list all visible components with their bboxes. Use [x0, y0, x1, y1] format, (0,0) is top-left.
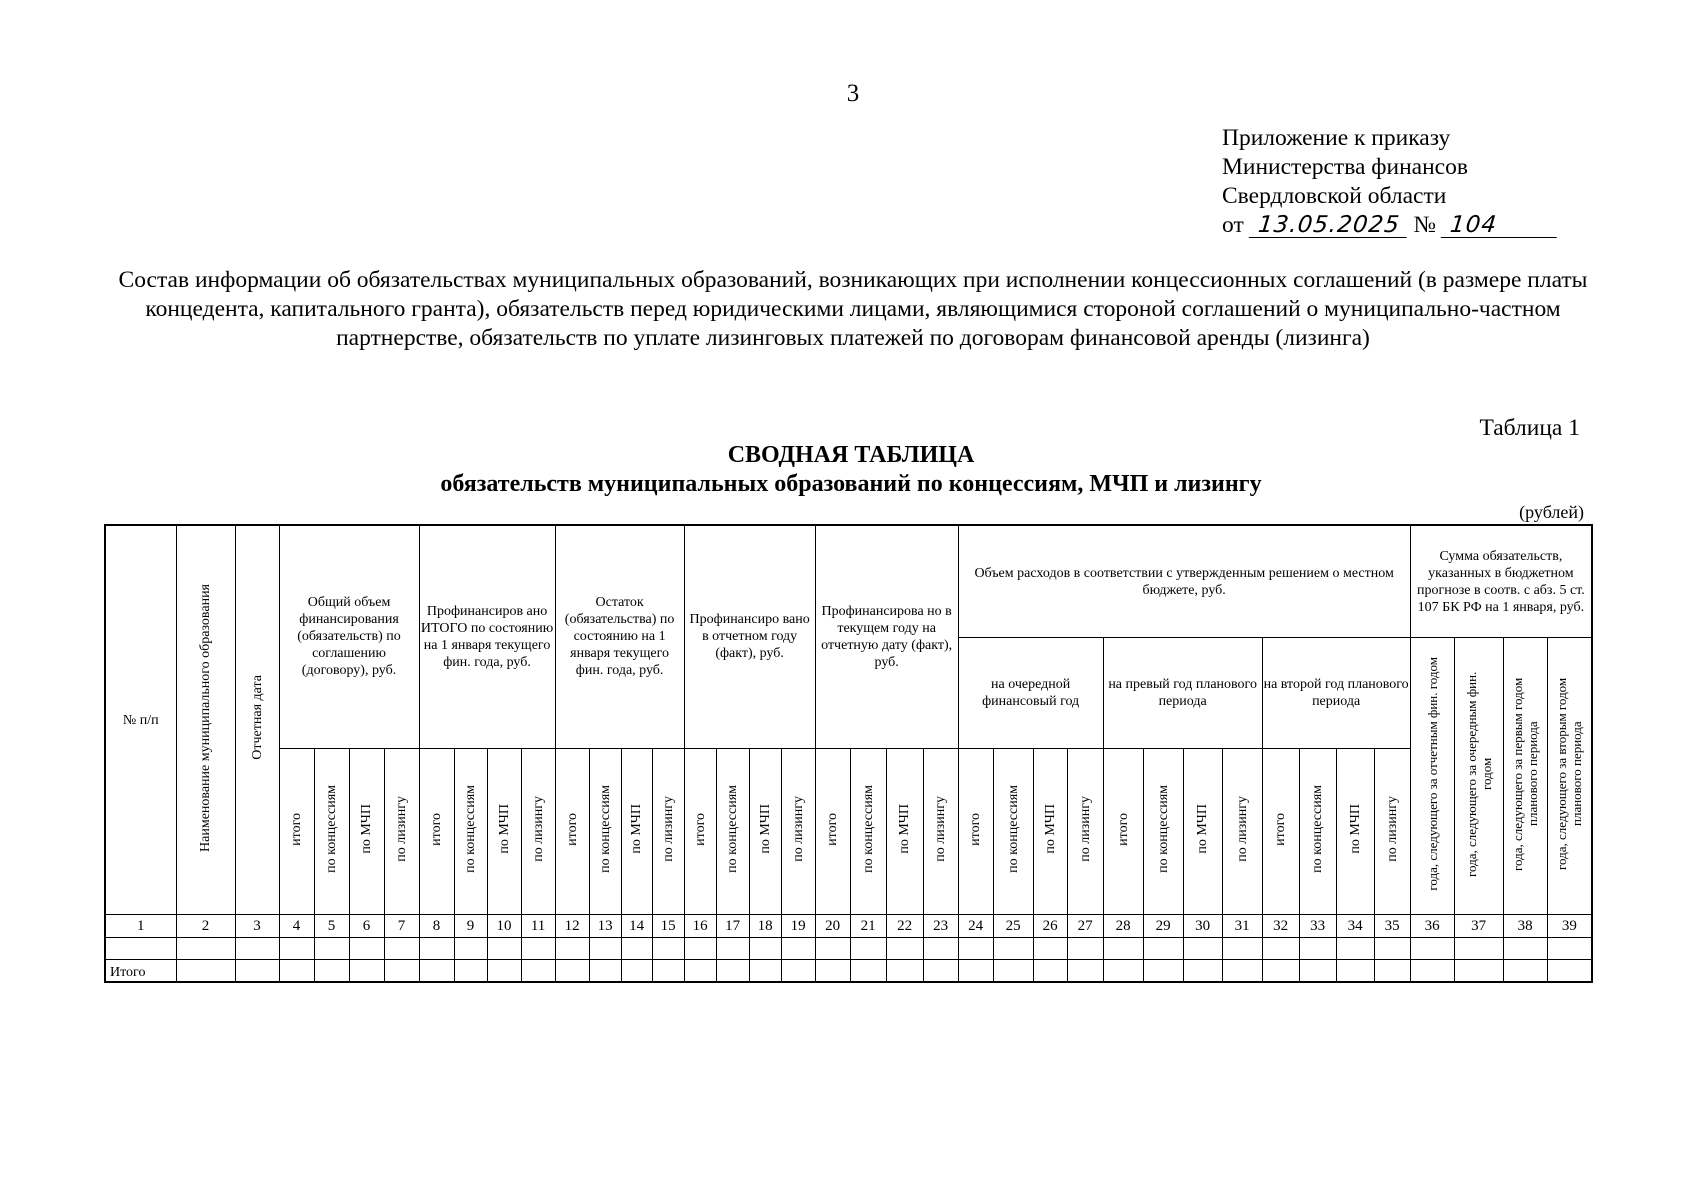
- empty-data-cell: [1336, 938, 1374, 960]
- summary-title-block: [196, 441, 1506, 499]
- column-number-cell: 34: [1336, 915, 1374, 938]
- subcol-first-plan-year-concessions: [1143, 748, 1183, 914]
- header-forecast: Сумма обязательств, указанных в бюджетном прогнозе в соотв. с абз. 5 ст. 107 БК РФ на 1 января, руб.: [1410, 525, 1592, 638]
- column-number-cell: 4: [279, 915, 314, 938]
- subcol-label: по лизингу: [660, 796, 676, 862]
- header-first-plan-year: на превый год планового периода: [1103, 638, 1262, 749]
- header-forecast-col-2: [1454, 638, 1503, 915]
- empty-data-cell: [652, 938, 684, 960]
- approval-line-3: Свердловской области: [1222, 183, 1447, 209]
- subcol-next-year-total: [958, 748, 993, 914]
- header-forecast-col-2-text: года, следующего за очередным фин. годом: [1463, 670, 1494, 877]
- subcol-label: итого: [564, 812, 580, 846]
- column-number-cell: 28: [1103, 915, 1143, 938]
- total-row-cell: [589, 960, 621, 982]
- date-prefix: от: [1222, 212, 1244, 238]
- empty-data-cell: [419, 938, 454, 960]
- subcol-label: итого: [968, 812, 984, 846]
- subcol-label: по МЧП: [1042, 804, 1058, 854]
- header-forecast-col-3-text: года, следующего за первым годом планового периода: [1510, 677, 1541, 871]
- column-number-cell: 19: [781, 915, 815, 938]
- empty-data-cell: [716, 938, 749, 960]
- subcol-label: по лизингу: [933, 796, 949, 862]
- total-row-cell: [815, 960, 850, 982]
- summary-subtitle: обязательств муниципальных образований по концессиям, МЧП и лизингу: [440, 471, 1262, 497]
- subcol-label: по концессиям: [597, 785, 613, 873]
- total-row-cell: [1299, 960, 1336, 982]
- empty-data-cell: [1143, 938, 1183, 960]
- subcol-financed-current-year-leasing: [923, 748, 958, 914]
- column-number-cell: 9: [454, 915, 487, 938]
- total-row-cell: [1143, 960, 1183, 982]
- total-row-cell: [279, 960, 314, 982]
- subcol-label: по концессиям: [725, 785, 741, 873]
- subcol-second-plan-year-total: [1262, 748, 1299, 914]
- subcol-financed-report-year-mchp: [749, 748, 781, 914]
- subcol-financed-jan-total: [419, 748, 454, 914]
- column-number-cell: 36: [1410, 915, 1454, 938]
- subcol-label: по концессиям: [860, 785, 876, 873]
- header-financed-current-year: Профинансирова но в текущем году на отчетную дату (факт), руб.: [815, 525, 958, 748]
- subcol-label: итого: [692, 812, 708, 846]
- empty-data-cell: [749, 938, 781, 960]
- empty-data-cell: [958, 938, 993, 960]
- total-row-cell: [749, 960, 781, 982]
- total-row-cell: [886, 960, 923, 982]
- column-number-cell: 17: [716, 915, 749, 938]
- column-number-cell: 14: [621, 915, 652, 938]
- total-row-cell: [487, 960, 521, 982]
- header-no: № п/п: [105, 525, 176, 915]
- header-name-text: Наименование муниципального образования: [198, 583, 213, 852]
- empty-data-cell: [1374, 938, 1410, 960]
- column-number-cell: 35: [1374, 915, 1410, 938]
- approval-block: [1222, 124, 1558, 240]
- total-row-cell: [521, 960, 555, 982]
- subcol-label: по концессиям: [1310, 785, 1326, 873]
- subcol-label: по лизингу: [1384, 796, 1400, 862]
- empty-data-cell: [384, 938, 419, 960]
- subcol-second-plan-year-leasing: [1374, 748, 1410, 914]
- subcol-label: по МЧП: [757, 804, 773, 854]
- column-number-cell: 39: [1547, 915, 1592, 938]
- header-forecast-col-1-text: года, следующего за отчетным фин. годом: [1424, 656, 1440, 891]
- header-forecast-col-1: [1410, 638, 1454, 915]
- column-number-cell: 8: [419, 915, 454, 938]
- empty-data-cell: [1033, 938, 1067, 960]
- subcol-first-plan-year-mchp: [1183, 748, 1222, 914]
- subcol-label: по МЧП: [359, 804, 374, 854]
- subcol-financed-report-year-concessions: [716, 748, 749, 914]
- subcol-remainder-leasing: [652, 748, 684, 914]
- column-number-cell: 29: [1143, 915, 1183, 938]
- header-second-plan-year: на второй год планового периода: [1262, 638, 1410, 749]
- subcol-label: итого: [429, 812, 445, 846]
- subcol-total-volume-leasing: [384, 748, 419, 914]
- subcol-label: по лизингу: [530, 796, 546, 862]
- subcol-label: по МЧП: [496, 804, 512, 854]
- total-row-cell: [684, 960, 716, 982]
- units-label: (рублей): [1519, 502, 1584, 522]
- column-number-cell: 30: [1183, 915, 1222, 938]
- total-row-cell: [1103, 960, 1143, 982]
- column-number-cell: 7: [384, 915, 419, 938]
- total-row-cell: [419, 960, 454, 982]
- total-row-cell: [850, 960, 886, 982]
- empty-data-cell: [1503, 938, 1547, 960]
- column-number-cell: 11: [521, 915, 555, 938]
- subcol-next-year-mchp: [1033, 748, 1067, 914]
- header-budget-expenses: Объем расходов в соответствии с утвержденным решением о местном бюджете, руб.: [958, 525, 1410, 638]
- empty-data-cell: [105, 938, 176, 960]
- empty-data-cell: [235, 938, 279, 960]
- approval-line-1: Приложение к приказу: [1222, 125, 1451, 151]
- empty-data-cell: [815, 938, 850, 960]
- total-row-cell: [652, 960, 684, 982]
- subcol-remainder-concessions: [589, 748, 621, 914]
- total-row-cell: [1033, 960, 1067, 982]
- subcol-label: по МЧП: [897, 804, 913, 854]
- subcol-financed-current-year-mchp: [886, 748, 923, 914]
- column-number-cell: 13: [589, 915, 621, 938]
- subcol-label: по МЧП: [1347, 804, 1363, 854]
- subcol-remainder-mchp: [621, 748, 652, 914]
- empty-data-cell: [1067, 938, 1103, 960]
- subcol-financed-jan-mchp: [487, 748, 521, 914]
- subcol-label: по лизингу: [1077, 796, 1093, 862]
- header-remainder: Остаток (обязательства) по состоянию на 1 января текущего фин. года, руб.: [555, 525, 684, 748]
- empty-data-cell: [621, 938, 652, 960]
- handwritten-date: 13.05.2025: [1248, 213, 1409, 238]
- empty-data-cell: [684, 938, 716, 960]
- subcol-remainder-total: [555, 748, 589, 914]
- subcol-label: по лизингу: [1234, 796, 1250, 862]
- header-date-text: Отчетная дата: [249, 675, 265, 760]
- total-row-cell: [384, 960, 419, 982]
- subcol-financed-report-year-leasing: [781, 748, 815, 914]
- column-number-cell: 6: [349, 915, 384, 938]
- empty-data-cell: [349, 938, 384, 960]
- empty-data-cell: [1299, 938, 1336, 960]
- empty-data-cell: [279, 938, 314, 960]
- total-row-cell: [1067, 960, 1103, 982]
- subcol-financed-current-year-total: [815, 748, 850, 914]
- total-row-cell: [1410, 960, 1454, 982]
- empty-data-cell: [1547, 938, 1592, 960]
- subcol-financed-report-year-total: [684, 748, 716, 914]
- empty-data-cell: [850, 938, 886, 960]
- subcol-label: по концессиям: [463, 785, 479, 873]
- empty-data-cell: [923, 938, 958, 960]
- empty-data-cell: [176, 938, 235, 960]
- total-row-cell: [1183, 960, 1222, 982]
- summary-table: [104, 524, 1593, 983]
- column-number-cell: 32: [1262, 915, 1299, 938]
- document-title: Состав информации об обязательствах муниципальных образований, возникающих при исполнении концессионных соглашений (в размере платы концедента, капитального гранта), обязательств перед юридическими лицами, являющимися стороной соглашений о муниципально-частном партнерстве, обязательств по уплате лизинговых платежей по договорам финансовой аренды (лизинга): [118, 267, 1588, 351]
- column-number-cell: 15: [652, 915, 684, 938]
- total-row-cell: [555, 960, 589, 982]
- column-number-cell: 16: [684, 915, 716, 938]
- column-number-cell: 27: [1067, 915, 1103, 938]
- total-row-cell: [235, 960, 279, 982]
- total-row-cell: [621, 960, 652, 982]
- total-row-cell: [314, 960, 349, 982]
- empty-data-cell: [314, 938, 349, 960]
- header-forecast-col-3: [1503, 638, 1547, 915]
- header-total-volume: Общий объем финансирования (обязательств) по соглашению (договору), руб.: [279, 525, 419, 748]
- column-number-cell: 23: [923, 915, 958, 938]
- subcol-next-year-concessions: [993, 748, 1033, 914]
- empty-data-cell: [781, 938, 815, 960]
- empty-data-cell: [993, 938, 1033, 960]
- empty-data-cell: [1183, 938, 1222, 960]
- header-forecast-col-4: [1547, 638, 1592, 915]
- empty-data-cell: [454, 938, 487, 960]
- total-row-cell: [1222, 960, 1262, 982]
- column-number-cell: 22: [886, 915, 923, 938]
- total-row-cell: [1336, 960, 1374, 982]
- approval-date-line: [1222, 211, 1558, 240]
- subcol-second-plan-year-concessions: [1299, 748, 1336, 914]
- column-number-cell: 5: [314, 915, 349, 938]
- total-row-label: Итого: [105, 960, 176, 982]
- total-row-cell: [781, 960, 815, 982]
- empty-data-cell: [555, 938, 589, 960]
- empty-data-cell: [589, 938, 621, 960]
- subcol-total-volume-concessions: [314, 748, 349, 914]
- column-number-cell: 33: [1299, 915, 1336, 938]
- total-row-cell: [1503, 960, 1547, 982]
- column-number-cell: 31: [1222, 915, 1262, 938]
- header-financed-report-year: Профинансиро вано в отчетном году (факт), руб.: [684, 525, 815, 748]
- total-row-cell: [1454, 960, 1503, 982]
- subcol-label: итого: [289, 812, 304, 846]
- total-row-cell: [923, 960, 958, 982]
- subcol-label: по лизингу: [790, 796, 806, 862]
- subcol-label: по концессиям: [324, 785, 339, 873]
- header-name: [176, 525, 235, 915]
- subcol-label: по концессиям: [1155, 785, 1171, 873]
- column-number-cell: 21: [850, 915, 886, 938]
- empty-data-cell: [1410, 938, 1454, 960]
- subcol-label: по МЧП: [629, 804, 645, 854]
- column-number-cell: 1: [105, 915, 176, 938]
- subcol-label: итого: [825, 812, 841, 846]
- column-number-cell: 20: [815, 915, 850, 938]
- column-number-cell: 2: [176, 915, 235, 938]
- empty-data-cell: [886, 938, 923, 960]
- total-row-cell: [993, 960, 1033, 982]
- total-row-cell: [176, 960, 235, 982]
- total-row-cell: [958, 960, 993, 982]
- subcol-label: по лизингу: [394, 796, 410, 862]
- subcol-total-volume-total: [279, 748, 314, 914]
- total-row-cell: [1374, 960, 1410, 982]
- header-forecast-col-4-text: года, следующего за вторым годом планового периода: [1554, 677, 1585, 870]
- page-number: 3: [846, 80, 860, 107]
- header-financed-jan: Профинансиров ано ИТОГО по состоянию на 1 января текущего фин. года, руб.: [419, 525, 555, 748]
- table-label: Таблица 1: [1479, 415, 1580, 441]
- total-row-cell: [1547, 960, 1592, 982]
- empty-data-cell: [1222, 938, 1262, 960]
- column-number-cell: 18: [749, 915, 781, 938]
- subcol-first-plan-year-leasing: [1222, 748, 1262, 914]
- subcol-next-year-leasing: [1067, 748, 1103, 914]
- subcol-financed-jan-concessions: [454, 748, 487, 914]
- subcol-financed-current-year-concessions: [850, 748, 886, 914]
- summary-title: СВОДНАЯ ТАБЛИЦА: [727, 442, 975, 468]
- subcol-label: по МЧП: [1195, 804, 1211, 854]
- number-prefix: №: [1413, 212, 1436, 238]
- subcol-label: итого: [1273, 812, 1289, 846]
- column-number-cell: 25: [993, 915, 1033, 938]
- handwritten-number: 104: [1440, 213, 1559, 238]
- subcol-second-plan-year-mchp: [1336, 748, 1374, 914]
- subcol-financed-jan-leasing: [521, 748, 555, 914]
- header-date: [235, 525, 279, 915]
- header-next-year: на очередной финансовый год: [958, 638, 1103, 749]
- empty-data-cell: [1103, 938, 1143, 960]
- column-number-cell: 26: [1033, 915, 1067, 938]
- column-number-cell: 37: [1454, 915, 1503, 938]
- column-number-cell: 38: [1503, 915, 1547, 938]
- total-row-cell: [1262, 960, 1299, 982]
- empty-data-cell: [1454, 938, 1503, 960]
- column-number-cell: 24: [958, 915, 993, 938]
- total-row-cell: [454, 960, 487, 982]
- column-number-cell: 12: [555, 915, 589, 938]
- empty-data-cell: [521, 938, 555, 960]
- subcol-total-volume-mchp: [349, 748, 384, 914]
- empty-data-cell: [487, 938, 521, 960]
- total-row-cell: [716, 960, 749, 982]
- empty-data-cell: [1262, 938, 1299, 960]
- column-number-cell: 10: [487, 915, 521, 938]
- subcol-label: по концессиям: [1005, 785, 1021, 873]
- column-number-cell: 3: [235, 915, 279, 938]
- subcol-label: итого: [1115, 812, 1131, 846]
- total-row-cell: [349, 960, 384, 982]
- subcol-first-plan-year-total: [1103, 748, 1143, 914]
- approval-line-2: Министерства финансов: [1222, 154, 1468, 180]
